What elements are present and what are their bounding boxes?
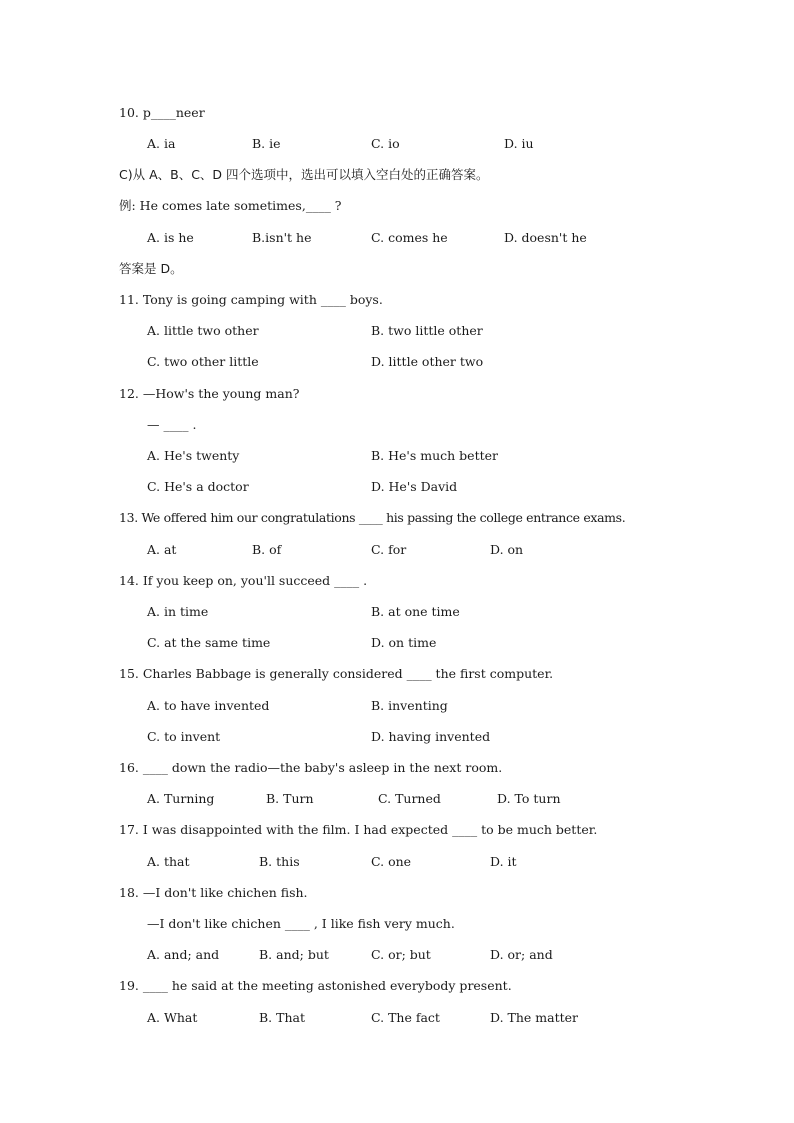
q14-option-b: B. at one time	[371, 604, 460, 619]
q10-option-d: D. iu	[504, 136, 534, 151]
q13-option-d: D. on	[490, 542, 524, 557]
q14-option-a: A. in time	[147, 604, 209, 619]
q15-option-b: B. inventing	[371, 698, 448, 713]
section-c-heading: C)从 A、B、C、D 四个选项中，选出可以填入空白处的正确答案。	[119, 167, 489, 182]
question-18-reply: —I don't like chichen ____ , I like fish very much.	[147, 916, 455, 931]
example-stem: 例: He comes late sometimes,____ ?	[119, 198, 342, 213]
question-17-stem: 17. I was disappointed with the film. I had expected ____ to be much better.	[119, 822, 598, 837]
q13-option-b: B. of	[252, 542, 282, 557]
question-11-stem: 11. Tony is going camping with ____ boys.	[119, 292, 383, 307]
example-option-d: D. doesn't he	[504, 230, 587, 245]
q13-option-c: C. for	[371, 542, 407, 557]
q11-option-c: C. two other little	[147, 354, 259, 369]
q19-option-d: D. The matter	[490, 1010, 579, 1025]
q15-option-a: A. to have invented	[147, 698, 270, 713]
question-14-stem: 14. If you keep on, you'll succeed ____ .	[119, 573, 368, 588]
q18-option-a: A. and; and	[147, 947, 220, 962]
q12-option-d: D. He's David	[371, 479, 458, 494]
q14-option-d: D. on time	[371, 635, 437, 650]
q10-option-b: B. ie	[252, 136, 281, 151]
example-option-a: A. is he	[147, 230, 194, 245]
q19-option-c: C. The fact	[371, 1010, 440, 1025]
q19-option-a: A. What	[147, 1010, 198, 1025]
q18-option-d: D. or; and	[490, 947, 553, 962]
q11-option-d: D. little other two	[371, 354, 484, 369]
question-13-stem: 13. We offered him our congratulations ____ his passing the college entrance exams.	[119, 510, 626, 525]
q15-option-c: C. to invent	[147, 729, 221, 744]
example-option-b: B.isn't he	[252, 230, 312, 245]
q15-option-d: D. having invented	[371, 729, 491, 744]
q16-option-c: C. Turned	[378, 791, 441, 806]
q12-option-c: C. He's a doctor	[147, 479, 249, 494]
question-19-stem: 19. ____ he said at the meeting astonished everybody present.	[119, 978, 512, 993]
q19-option-b: B. That	[259, 1010, 305, 1025]
q12-option-b: B. He's much better	[371, 448, 499, 463]
question-15-stem: 15. Charles Babbage is generally considered ____ the first computer.	[119, 666, 554, 681]
q11-option-b: B. two little other	[371, 323, 483, 338]
example-option-c: C. comes he	[371, 230, 448, 245]
question-16-stem: 16. ____ down the radio—the baby's asleep in the next room.	[119, 760, 503, 775]
q17-option-a: A. that	[147, 854, 190, 869]
question-12-stem: 12. —How's the young man?	[119, 386, 300, 401]
q17-option-d: D. it	[490, 854, 517, 869]
q16-option-a: A. Turning	[147, 791, 215, 806]
q18-option-c: C. or; but	[371, 947, 431, 962]
question-12-reply: — ____ .	[147, 417, 197, 432]
question-10-stem: 10. p____neer	[119, 105, 205, 120]
q10-option-c: C. io	[371, 136, 400, 151]
q17-option-c: C. one	[371, 854, 412, 869]
q14-option-c: C. at the same time	[147, 635, 271, 650]
example-answer: 答案是 D。	[119, 261, 183, 276]
q11-option-a: A. little two other	[147, 323, 259, 338]
question-18-stem: 18. —I don't like chichen fish.	[119, 885, 308, 900]
q18-option-b: B. and; but	[259, 947, 329, 962]
q13-option-a: A. at	[147, 542, 177, 557]
q16-option-d: D. To turn	[497, 791, 561, 806]
q16-option-b: B. Turn	[266, 791, 314, 806]
q17-option-b: B. this	[259, 854, 300, 869]
q12-option-a: A. He's twenty	[147, 448, 240, 463]
q10-option-a: A. ia	[147, 136, 176, 151]
